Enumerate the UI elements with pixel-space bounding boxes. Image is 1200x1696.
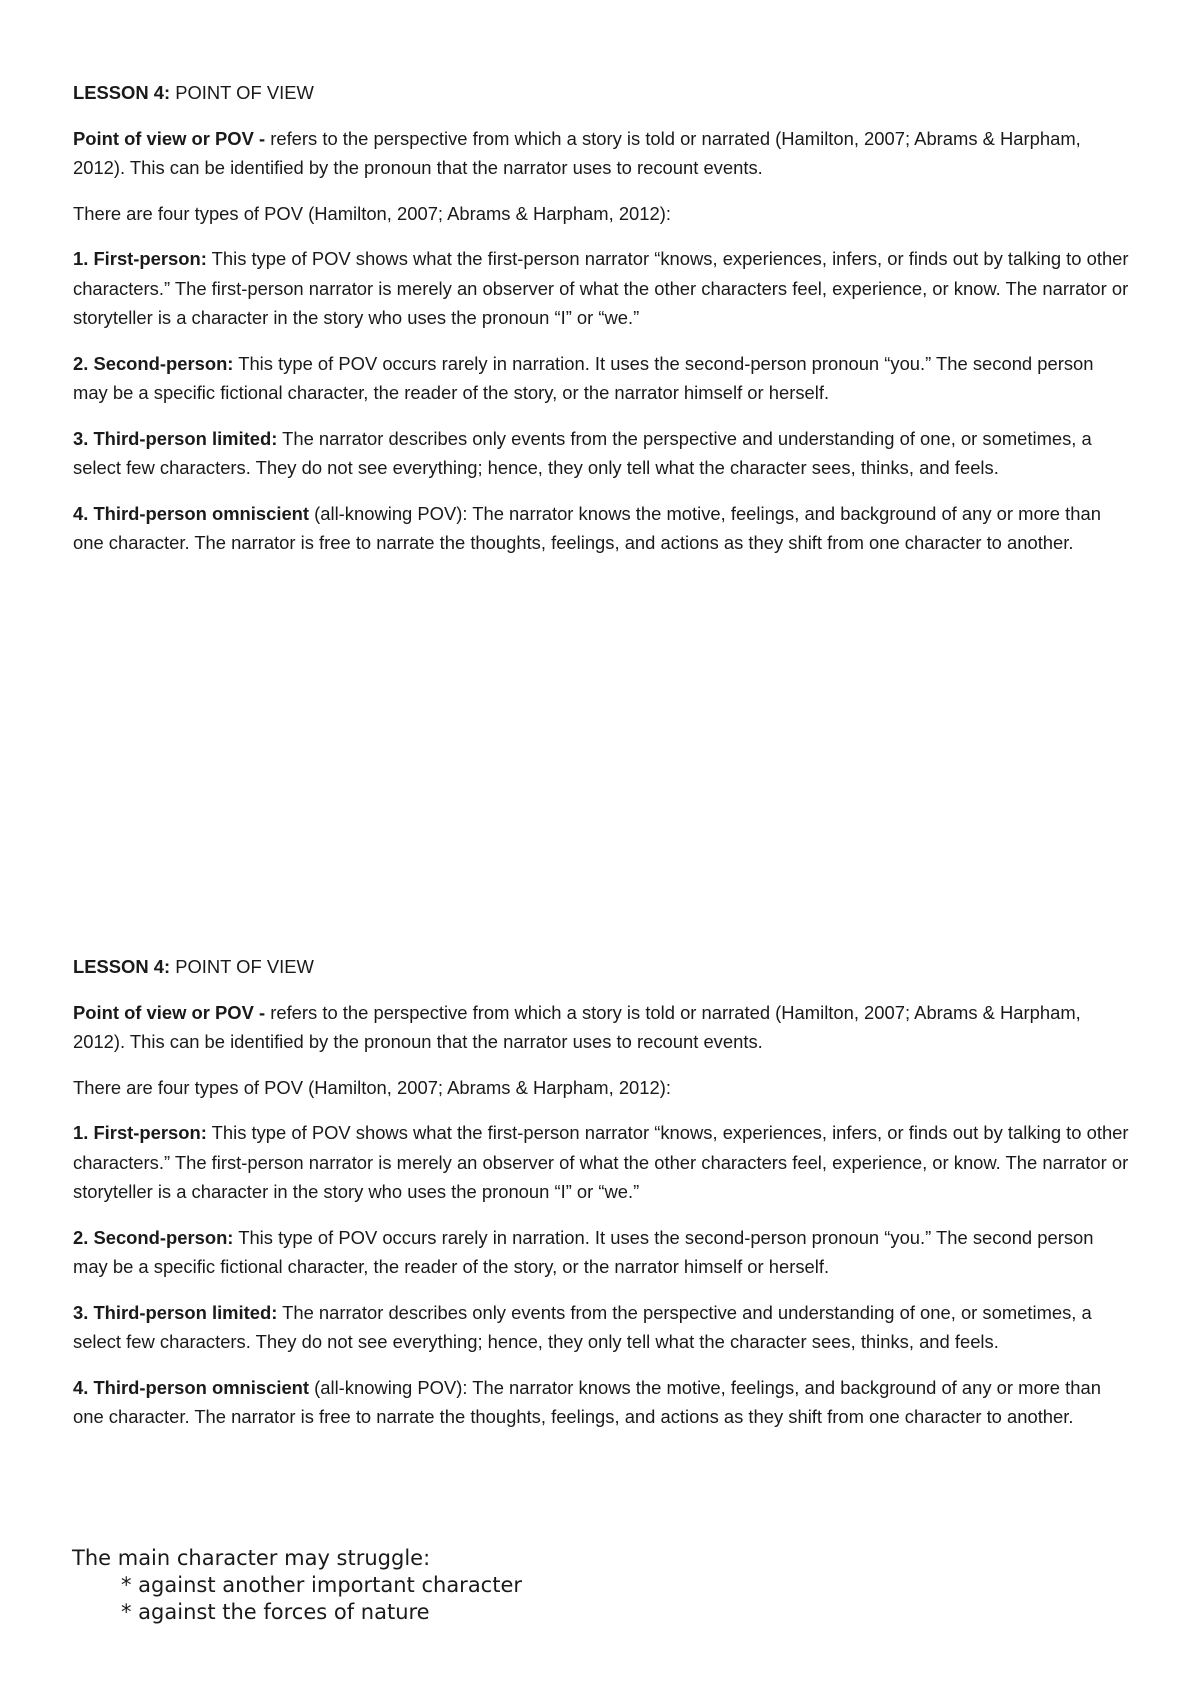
lesson-title-text: POINT OF VIEW (170, 956, 314, 977)
lesson-title-number: LESSON 4: (73, 82, 171, 103)
struggle-item: * against the forces of nature (121, 1600, 430, 1624)
types-intro: There are four types of POV (Hamilton, 2007; Abrams & Harpham, 2012): (73, 202, 671, 224)
pov-type-item (73, 499, 1133, 558)
pov-term: Point of view or POV - (73, 1001, 266, 1023)
pov-definition-text: refers to the perspective from which a story is told or narrated (Hamilton, 2007; Abrams & Harpham, 2012). This can be identified by the pronoun that the narrator uses to recount events. (73, 1001, 1081, 1052)
pov-type-text: This type of POV occurs rarely in narration. It uses the second-person pronoun “you.” The second person may be a specific fictional character, the reader of the story, or the narrator himself or herself. (73, 1226, 1094, 1277)
pov-type-item (73, 1298, 1133, 1357)
pov-type-text: The narrator describes only events from the perspective and understanding of one, or sometimes, a select few characters. They do not see everything; hence, they only tell what the character sees, thinks, and feels. (73, 1301, 1092, 1352)
pov-type-item (73, 1223, 1133, 1282)
pov-definition-paragraph (73, 124, 1133, 183)
pov-type-label: 1. First-person: (73, 1122, 207, 1143)
lesson-title (73, 952, 1133, 982)
pov-definition-paragraph (73, 998, 1133, 1057)
pov-type-label: 3. Third-person limited: (73, 427, 278, 449)
pov-type-item (73, 1373, 1133, 1432)
lesson-title-number: LESSON 4: (73, 956, 171, 977)
pov-type-label: 4. Third-person omniscient (73, 1376, 310, 1398)
pov-type-item (73, 349, 1133, 408)
pov-type-text: The narrator describes only events from the perspective and understanding of one, or sometimes, a select few characters. They do not see everything; hence, they only tell what the character sees, thinks, and feels. (73, 427, 1092, 478)
pov-type-text: This type of POV shows what the first-person narrator “knows, experiences, infers, or finds out by talking to other characters.” The first-person narrator is merely an observer of what the other characters feel, experience, or know. The narrator or storyteller is a character in the story who uses the pronoun “I” or “we.” (73, 248, 1129, 328)
types-intro: There are four types of POV (Hamilton, 2007; Abrams & Harpham, 2012): (73, 1076, 671, 1098)
struggle-notes (72, 1545, 522, 1626)
pov-type-text: This type of POV shows what the first-person narrator “knows, experiences, infers, or finds out by talking to other characters.” The first-person narrator is merely an observer of what the other characters feel, experience, or know. The narrator or storyteller is a character in the story who uses the pronoun “I” or “we.” (73, 1122, 1129, 1202)
pov-type-text: (all-knowing POV): The narrator knows the motive, feelings, and background of any or more than one character. The narrator is free to narrate the thoughts, feelings, and actions as they shift from one character to another. (73, 1376, 1101, 1427)
lesson-section (73, 78, 1133, 574)
struggle-item: * against another important character (121, 1573, 523, 1597)
pov-type-item (73, 244, 1133, 333)
pov-type-label: 4. Third-person omniscient (73, 502, 310, 524)
pov-type-label: 2. Second-person: (73, 352, 234, 374)
pov-type-text: This type of POV occurs rarely in narration. It uses the second-person pronoun “you.” The second person may be a specific fictional character, the reader of the story, or the narrator himself or herself. (73, 352, 1094, 403)
pov-type-label: 3. Third-person limited: (73, 1301, 278, 1323)
pov-type-item (73, 424, 1133, 483)
pov-type-text: (all-knowing POV): The narrator knows the motive, feelings, and background of any or more than one character. The narrator is free to narrate the thoughts, feelings, and actions as they shift from one character to another. (73, 502, 1101, 553)
lesson-title-text: POINT OF VIEW (170, 82, 314, 103)
pov-term: Point of view or POV - (73, 127, 266, 149)
pov-type-label: 2. Second-person: (73, 1226, 234, 1248)
pov-type-item (73, 1118, 1133, 1207)
lesson-title (73, 78, 1133, 108)
pov-definition-text: refers to the perspective from which a story is told or narrated (Hamilton, 2007; Abrams & Harpham, 2012). This can be identified by the pronoun that the narrator uses to recount events. (73, 127, 1081, 178)
struggle-intro: The main character may struggle: (72, 1546, 431, 1570)
pov-type-label: 1. First-person: (73, 248, 207, 269)
lesson-section (73, 952, 1133, 1448)
